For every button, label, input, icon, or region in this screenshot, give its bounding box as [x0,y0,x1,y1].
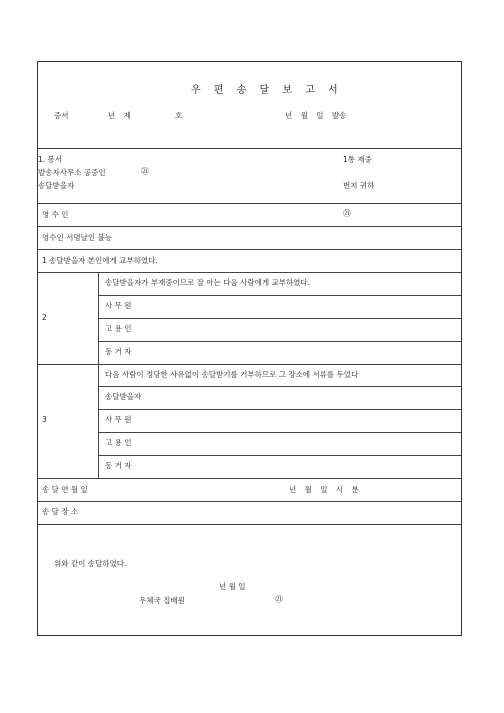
section3-item: 사 무 원 [105,415,132,424]
divider [38,249,461,250]
divider [98,295,461,296]
form-title: 우 편 송 달 보 고 서 [191,85,343,96]
divider [38,203,461,204]
section2-item: 동 거 자 [105,347,132,356]
divider [98,386,461,387]
section-column-divider [98,364,99,478]
divider [98,432,461,433]
doc-label: 증서 [54,111,69,120]
divider [98,409,461,410]
section2-number: 2 [42,313,47,322]
postal-officer: 우체국 집배원 [139,596,185,605]
ho-label: 호 [175,111,183,120]
section3-description: 다음 사람이 정당한 사유없이 송달받기를 거부하므로 그 장소에 서류를 두었다 [105,370,359,379]
seal-mark: ㉑ [141,167,149,176]
divider [38,148,461,149]
delivery-date-value: 년 월 일 시 분 [289,485,359,494]
date-sent: 년 월 일 발송 [285,111,347,120]
section2-item: 고 용 인 [105,324,132,333]
delivery-date-label: 송 달 연 월 일 [42,485,88,494]
divider [38,226,461,227]
divider [98,455,461,456]
receipt-seal: ㉑ [343,209,351,218]
sign-refusal: 영수인 서명날인 불능 [42,233,112,242]
address-line: 번지 귀하 [343,181,375,190]
divider [98,341,461,342]
recipient-line: 송달받을자 [38,181,75,190]
divider [38,272,461,273]
sender-office-line: 발송자사무소 공증인 [38,168,106,177]
divider [98,318,461,319]
closing-statement: 위와 같이 송달하였다. [54,559,127,568]
envelope-line: 1. 봉서 [38,155,63,164]
year-label: 년 제 [108,111,131,120]
divider [38,501,461,502]
divider [38,478,461,479]
delivery-place-label: 송 달 장 소 [42,507,79,516]
section2-description: 송달받을자가 부재중이므로 잘 아는 다음 사람에게 교부하였다. [105,278,311,287]
divider [38,364,461,365]
section2-item: 사 무 원 [105,301,132,310]
section3-item: 고 용 인 [105,438,132,447]
section3-number: 3 [42,415,47,424]
section3-item: 송달받을자 [105,392,142,401]
footer-date: 년 월 일 [219,582,246,591]
delivery-report-form [37,61,462,636]
receipt-label: 영 수 인 [42,210,69,219]
enclosure-count: 1통 재중 [343,155,372,164]
officer-seal: ㉑ [275,595,283,604]
section1-text: 1 송달받을자 본인에게 교부하였다. [42,256,158,265]
divider [38,524,461,525]
section3-item: 동 거 자 [105,461,132,470]
